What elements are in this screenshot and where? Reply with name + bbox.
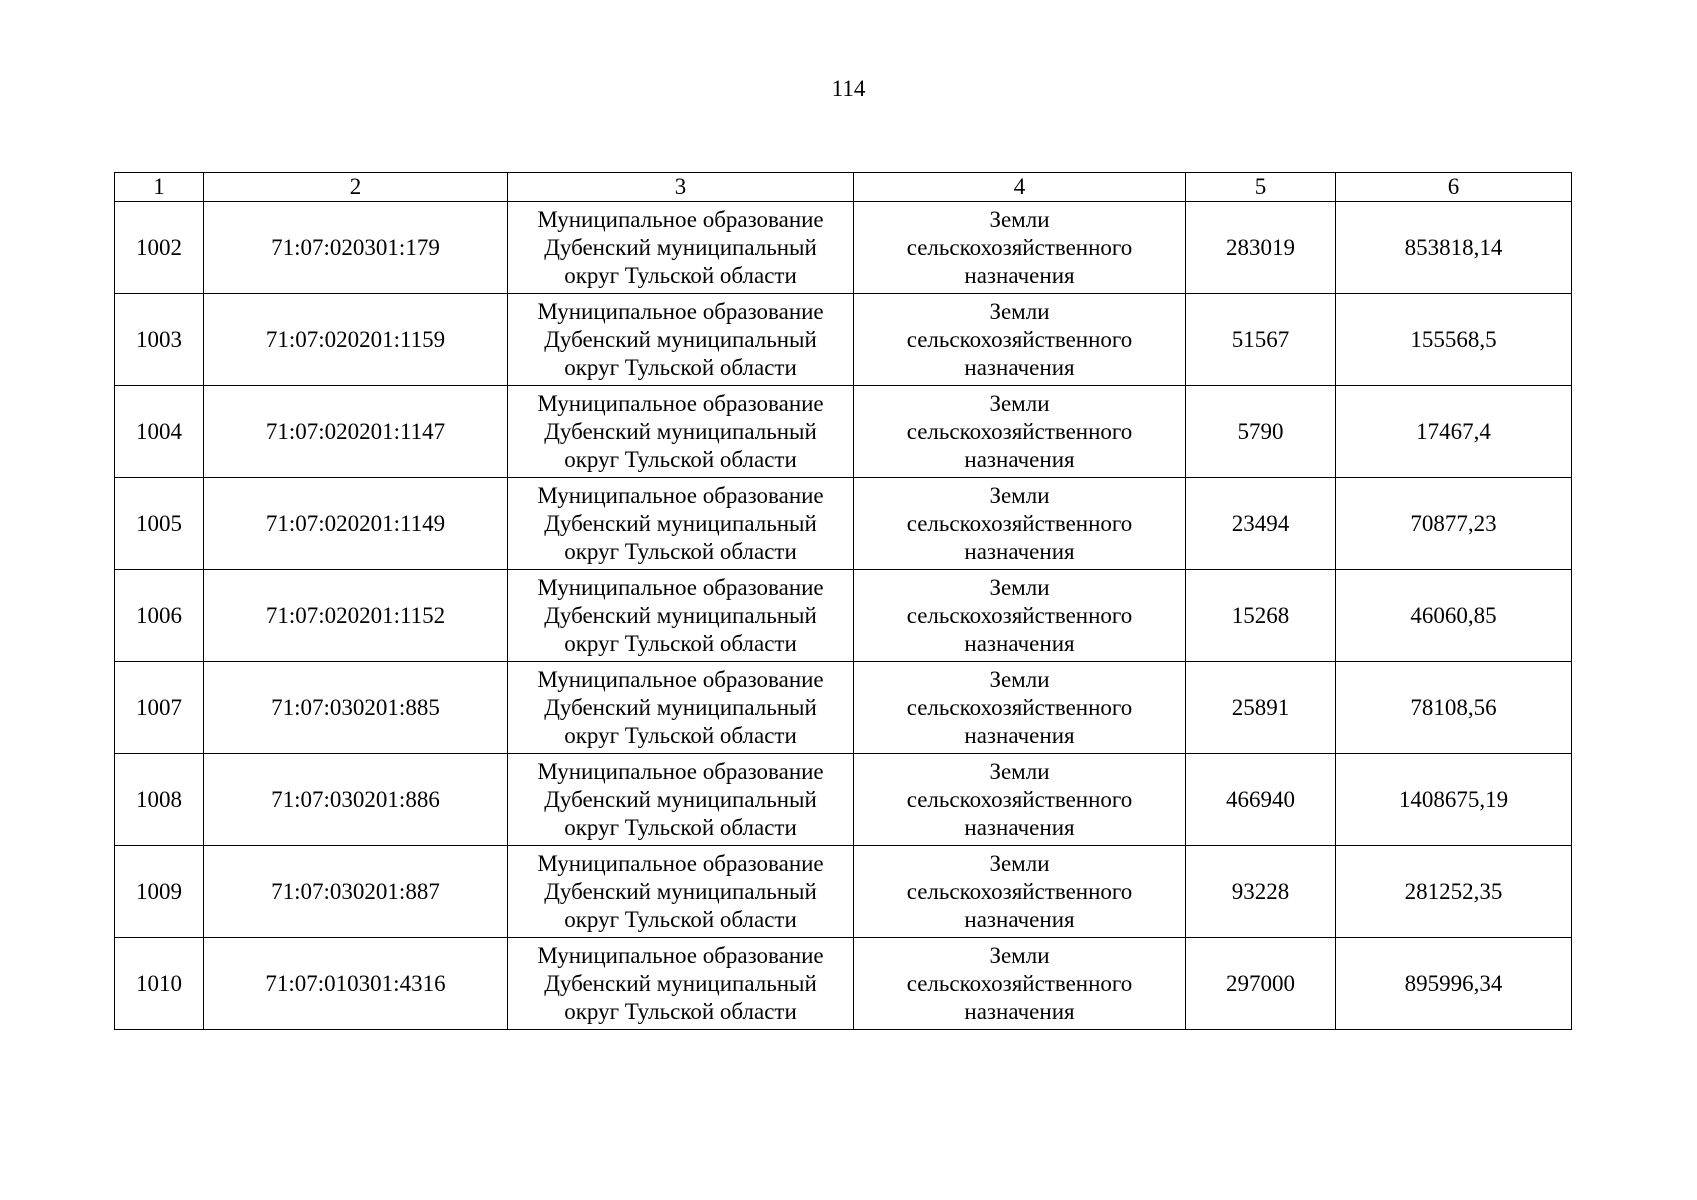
land-category-cell-line: Земли bbox=[989, 390, 1050, 416]
owner-cell bbox=[508, 478, 854, 570]
land-category-cell-line: Земли bbox=[989, 482, 1050, 508]
table-row bbox=[115, 938, 1572, 1030]
area-cell: 297000 bbox=[1186, 938, 1336, 1030]
land-category-cell bbox=[854, 202, 1186, 294]
area-cell: 15268 bbox=[1186, 570, 1336, 662]
cadastral-number-cell: 71:07:020201:1149 bbox=[204, 478, 508, 570]
value-cell: 46060,85 bbox=[1336, 570, 1572, 662]
land-category-cell-line: сельскохозяйственного bbox=[906, 694, 1133, 720]
row-number-cell: 1009 bbox=[115, 846, 204, 938]
value-cell: 853818,14 bbox=[1336, 202, 1572, 294]
owner-cell-line: Муниципальное образование bbox=[537, 482, 824, 508]
land-category-cell-line: Земли bbox=[989, 574, 1050, 600]
land-category-cell bbox=[854, 754, 1186, 846]
area-cell: 25891 bbox=[1186, 662, 1336, 754]
area-cell: 283019 bbox=[1186, 202, 1336, 294]
owner-cell-line: Дубенский муниципальный bbox=[544, 878, 817, 904]
owner-cell-line: округ Тульской области bbox=[564, 998, 797, 1024]
owner-cell-line: Муниципальное образование bbox=[537, 298, 824, 324]
owner-cell bbox=[508, 754, 854, 846]
land-category-cell bbox=[854, 386, 1186, 478]
table-row bbox=[115, 754, 1572, 846]
owner-cell-line: Муниципальное образование bbox=[537, 390, 824, 416]
table-row bbox=[115, 294, 1572, 386]
cadastral-number-cell: 71:07:030201:886 bbox=[204, 754, 508, 846]
land-category-cell-line: сельскохозяйственного bbox=[906, 878, 1133, 904]
owner-cell-line: округ Тульской области bbox=[564, 722, 797, 748]
land-category-cell-line: Земли bbox=[989, 298, 1050, 324]
cadastral-number-cell: 71:07:020201:1147 bbox=[204, 386, 508, 478]
land-category-cell-line: назначения bbox=[964, 722, 1075, 748]
owner-cell-line: округ Тульской области bbox=[564, 354, 797, 380]
owner-cell-line: Муниципальное образование bbox=[537, 942, 824, 968]
owner-cell-line: округ Тульской области bbox=[564, 262, 797, 288]
owner-cell-line: Дубенский муниципальный bbox=[544, 234, 817, 260]
value-cell: 78108,56 bbox=[1336, 662, 1572, 754]
value-cell: 70877,23 bbox=[1336, 478, 1572, 570]
column-number-cell: 3 bbox=[508, 173, 854, 202]
owner-cell-line: Дубенский муниципальный bbox=[544, 510, 817, 536]
row-number-cell: 1006 bbox=[115, 570, 204, 662]
cadastral-number-cell: 71:07:030201:887 bbox=[204, 846, 508, 938]
owner-cell-line: округ Тульской области bbox=[564, 446, 797, 472]
row-number-cell: 1002 bbox=[115, 202, 204, 294]
column-number-cell: 6 bbox=[1336, 173, 1572, 202]
value-cell: 895996,34 bbox=[1336, 938, 1572, 1030]
land-category-cell-line: сельскохозяйственного bbox=[906, 786, 1133, 812]
owner-cell-line: округ Тульской области bbox=[564, 906, 797, 932]
cadastral-number-cell: 71:07:020201:1152 bbox=[204, 570, 508, 662]
table-row bbox=[115, 386, 1572, 478]
column-number-cell: 2 bbox=[204, 173, 508, 202]
owner-cell-line: Дубенский муниципальный bbox=[544, 602, 817, 628]
land-category-cell-line: Земли bbox=[989, 206, 1050, 232]
land-category-cell-line: Земли bbox=[989, 942, 1050, 968]
column-number-cell: 4 bbox=[854, 173, 1186, 202]
land-category-cell-line: назначения bbox=[964, 630, 1075, 656]
owner-cell bbox=[508, 294, 854, 386]
land-category-cell-line: сельскохозяйственного bbox=[906, 510, 1133, 536]
land-plots-table bbox=[114, 172, 1572, 1030]
row-number-cell: 1005 bbox=[115, 478, 204, 570]
owner-cell bbox=[508, 570, 854, 662]
owner-cell bbox=[508, 386, 854, 478]
land-category-cell bbox=[854, 478, 1186, 570]
owner-cell bbox=[508, 938, 854, 1030]
row-number-cell: 1007 bbox=[115, 662, 204, 754]
table-body bbox=[115, 173, 1572, 1030]
owner-cell bbox=[508, 202, 854, 294]
table-row bbox=[115, 846, 1572, 938]
land-category-cell-line: назначения bbox=[964, 262, 1075, 288]
land-category-cell bbox=[854, 938, 1186, 1030]
table-row bbox=[115, 570, 1572, 662]
row-number-cell: 1003 bbox=[115, 294, 204, 386]
owner-cell-line: Дубенский муниципальный bbox=[544, 786, 817, 812]
cadastral-number-cell: 71:07:020201:1159 bbox=[204, 294, 508, 386]
land-category-cell-line: назначения bbox=[964, 538, 1075, 564]
area-cell: 5790 bbox=[1186, 386, 1336, 478]
table-row bbox=[115, 478, 1572, 570]
owner-cell bbox=[508, 846, 854, 938]
land-category-cell-line: назначения bbox=[964, 354, 1075, 380]
owner-cell-line: Муниципальное образование bbox=[537, 666, 824, 692]
land-category-cell-line: сельскохозяйственного bbox=[906, 326, 1133, 352]
row-number-cell: 1010 bbox=[115, 938, 204, 1030]
cadastral-number-cell: 71:07:010301:4316 bbox=[204, 938, 508, 1030]
land-category-cell-line: сельскохозяйственного bbox=[906, 418, 1133, 444]
land-category-cell-line: Земли bbox=[989, 850, 1050, 876]
land-category-cell-line: сельскохозяйственного bbox=[906, 970, 1133, 996]
cadastral-number-cell: 71:07:020301:179 bbox=[204, 202, 508, 294]
column-number-cell: 5 bbox=[1186, 173, 1336, 202]
land-category-cell bbox=[854, 570, 1186, 662]
land-category-cell-line: сельскохозяйственного bbox=[906, 234, 1133, 260]
land-category-cell bbox=[854, 662, 1186, 754]
land-category-cell-line: назначения bbox=[964, 998, 1075, 1024]
owner-cell-line: Муниципальное образование bbox=[537, 850, 824, 876]
table-row bbox=[115, 662, 1572, 754]
owner-cell-line: Муниципальное образование bbox=[537, 758, 824, 784]
land-category-cell-line: назначения bbox=[964, 814, 1075, 840]
value-cell: 1408675,19 bbox=[1336, 754, 1572, 846]
value-cell: 17467,4 bbox=[1336, 386, 1572, 478]
land-category-cell-line: назначения bbox=[964, 446, 1075, 472]
area-cell: 23494 bbox=[1186, 478, 1336, 570]
land-category-cell bbox=[854, 846, 1186, 938]
cadastral-number-cell: 71:07:030201:885 bbox=[204, 662, 508, 754]
owner-cell-line: округ Тульской области bbox=[564, 814, 797, 840]
row-number-cell: 1008 bbox=[115, 754, 204, 846]
area-cell: 93228 bbox=[1186, 846, 1336, 938]
land-category-cell bbox=[854, 294, 1186, 386]
land-category-cell-line: назначения bbox=[964, 906, 1075, 932]
area-cell: 466940 bbox=[1186, 754, 1336, 846]
page-number: 114 bbox=[831, 76, 866, 101]
owner-cell-line: Муниципальное образование bbox=[537, 574, 824, 600]
owner-cell bbox=[508, 662, 854, 754]
owner-cell-line: округ Тульской области bbox=[564, 630, 797, 656]
area-cell: 51567 bbox=[1186, 294, 1336, 386]
owner-cell-line: округ Тульской области bbox=[564, 538, 797, 564]
owner-cell-line: Муниципальное образование bbox=[537, 206, 824, 232]
column-number-cell: 1 bbox=[115, 173, 204, 202]
owner-cell-line: Дубенский муниципальный bbox=[544, 418, 817, 444]
row-number-cell: 1004 bbox=[115, 386, 204, 478]
column-numbers-row bbox=[115, 173, 1572, 202]
value-cell: 281252,35 bbox=[1336, 846, 1572, 938]
owner-cell-line: Дубенский муниципальный bbox=[544, 326, 817, 352]
table-row bbox=[115, 202, 1572, 294]
land-category-cell-line: сельскохозяйственного bbox=[906, 602, 1133, 628]
value-cell: 155568,5 bbox=[1336, 294, 1572, 386]
land-category-cell-line: Земли bbox=[989, 758, 1050, 784]
land-category-cell-line: Земли bbox=[989, 666, 1050, 692]
owner-cell-line: Дубенский муниципальный bbox=[544, 694, 817, 720]
owner-cell-line: Дубенский муниципальный bbox=[544, 970, 817, 996]
